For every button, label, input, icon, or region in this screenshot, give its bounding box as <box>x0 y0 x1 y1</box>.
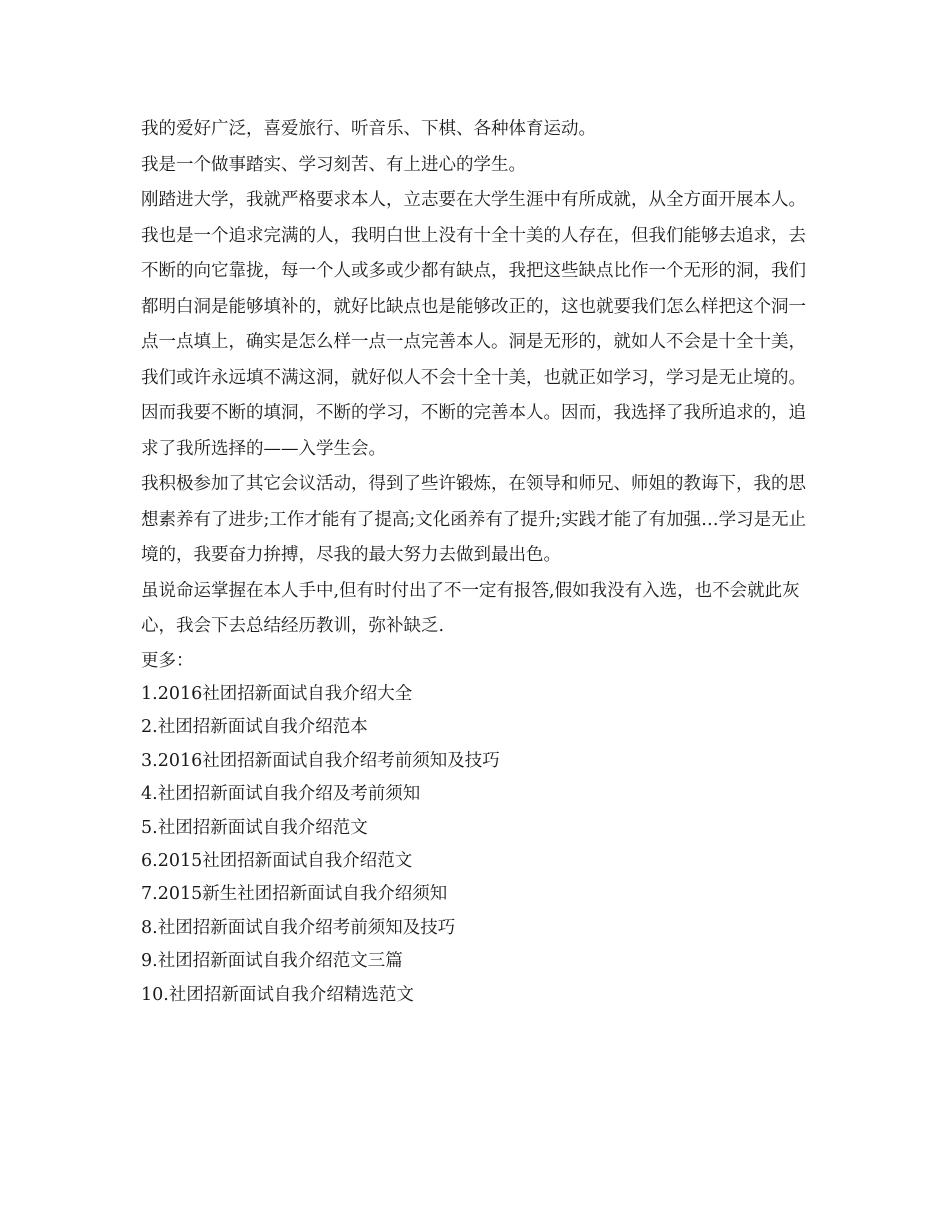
related-link[interactable]: 9.社团招新面试自我介绍范文三篇 <box>141 951 403 972</box>
paragraph-college-goal: 刚踏进大学，我就严格要求本人，立志要在大学生涯中有所成就，从全方面开展本人。 <box>141 190 806 210</box>
related-link[interactable]: 4.社团招新面试自我介绍及考前须知 <box>141 784 421 805</box>
related-link[interactable]: 7.2015新生社团招新面试自我介绍须知 <box>141 884 448 905</box>
paragraph-conclusion: 虽说命运掌握在本人手中,但有时付出了不一定有报答,假如我没有入选，也不会就此灰心，我会下去总结经历教训，弥补缺乏. <box>141 580 800 636</box>
paragraph-pursuit: 我也是一个追求完满的人，我明白世上没有十全十美的人存在，但我们能够去追求，去不断的向它靠拢，每一个人或多或少都有缺点，我把这些缺点比作一个无形的洞，我们都明白洞是能够填补的，就好比缺点也是能够改正的，这也就要我们怎么样把这个洞一点一点填上，确实是怎么样一点一点完善本人。洞是无形的，就如人不会是十全十美，我们或许永远填不满这洞，就好似人不会十全十美，也就正如学习，学习是无止境的。因而我要不断的填洞，不断的学习，不断的完善本人。因而，我选择了我所追求的，追求了我所选择的——入学生会。 <box>141 225 806 459</box>
related-link[interactable]: 2.社团招新面试自我介绍范本 <box>141 717 368 738</box>
related-link[interactable]: 5.社团招新面试自我介绍范文 <box>141 817 368 838</box>
more-label: 更多： <box>141 650 194 671</box>
paragraph-character: 我是一个做事踏实、学习刻苦、有上进心的学生。 <box>141 154 526 175</box>
paragraph-activities: 我积极参加了其它会议活动，得到了些许锻炼，在领导和师兄、师姐的教诲下，我的思想素养有了进步;工作才能有了提高;文化函养有了提升;实践才能了有加强…学习是无止境的，我要奋力拚搏，尽我的最大努力去做到最出色。 <box>141 474 807 565</box>
paragraph-hobbies: 我的爱好广泛，喜爱旅行、听音乐、下棋、各种体育运动。 <box>141 119 596 139</box>
related-links-list <box>141 678 816 1012</box>
related-link[interactable]: 1.2016社团招新面试自我介绍大全 <box>141 684 413 704</box>
related-link[interactable]: 6.2015社团招新面试自我介绍范文 <box>141 851 413 872</box>
related-link[interactable]: 10.社团招新面试自我介绍精选范文 <box>141 984 414 1005</box>
document-body <box>141 112 816 1012</box>
related-link[interactable]: 3.2016社团招新面试自我介绍考前须知及技巧 <box>141 750 500 771</box>
related-link[interactable]: 8.社团招新面试自我介绍考前须知及技巧 <box>141 917 456 938</box>
